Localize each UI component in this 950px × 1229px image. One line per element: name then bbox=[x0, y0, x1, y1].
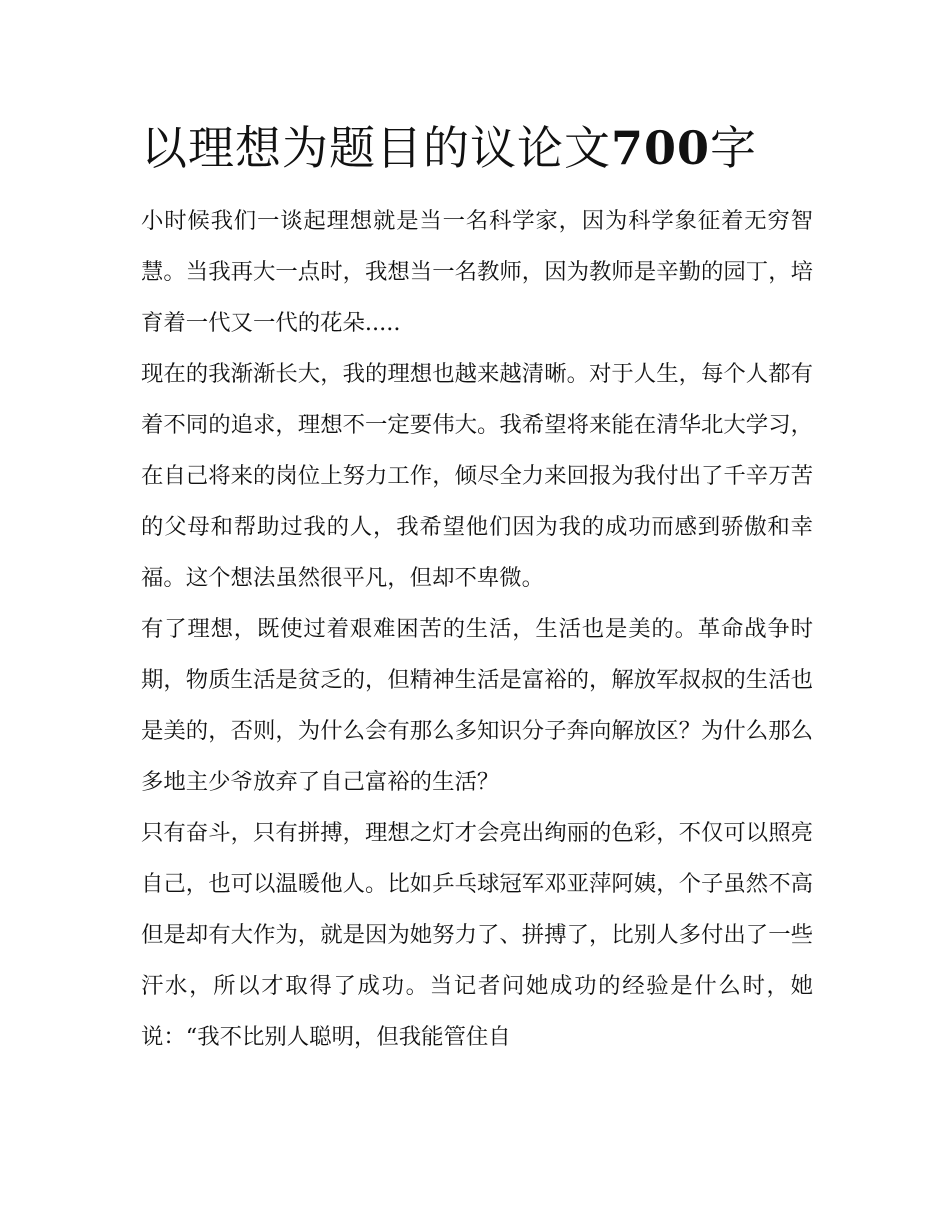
paragraph-3: 有了理想，既使过着艰难困苦的生活，生活也是美的。革命战争时期，物质生活是贫乏的，但精神生活是富裕的，解放军叔叔的生活也是美的，否则，为什么会有那么多知识分子奔向解放区？为什么那么多地主少爷放弃了自己富裕的生活？ bbox=[141, 616, 813, 795]
paragraph-1: 小时候我们一谈起理想就是当一名科学家，因为科学象征着无穷智慧。当我再大一点时，我想当一名教师，因为教师是辛勤的园丁，培育着一代又一代的花朵..... bbox=[141, 208, 813, 336]
paragraph-4: 只有奋斗，只有拼搏，理想之灯才会亮出绚丽的色彩，不仅可以照亮自己，也可以温暖他人。比如乒乓球冠军邓亚萍阿姨，个子虽然不高但是却有大作为，就是因为她努力了、拼搏了，比别人多付出了一些汗水，所以才取得了成功。当记者问她成功的经验是什么时，她说：“我不比别人聪明，但我能管住自 bbox=[141, 820, 813, 1050]
document-title bbox=[141, 112, 813, 184]
paragraph-2: 现在的我渐渐长大，我的理想也越来越清晰。对于人生，每个人都有着不同的追求，理想不一定要伟大。我希望将来能在清华北大学习，在自己将来的岗位上努力工作，倾尽全力来回报为我付出了千辛万苦的父母和帮助过我的人，我希望他们因为我的成功而感到骄傲和幸福。这个想法虽然很平凡，但却不卑微。 bbox=[141, 361, 813, 591]
document-page bbox=[141, 112, 813, 1063]
title-suffix: 字 bbox=[710, 121, 758, 175]
title-number: 700 bbox=[611, 121, 711, 175]
title-text: 以理想为题目的议论文 bbox=[141, 121, 611, 175]
